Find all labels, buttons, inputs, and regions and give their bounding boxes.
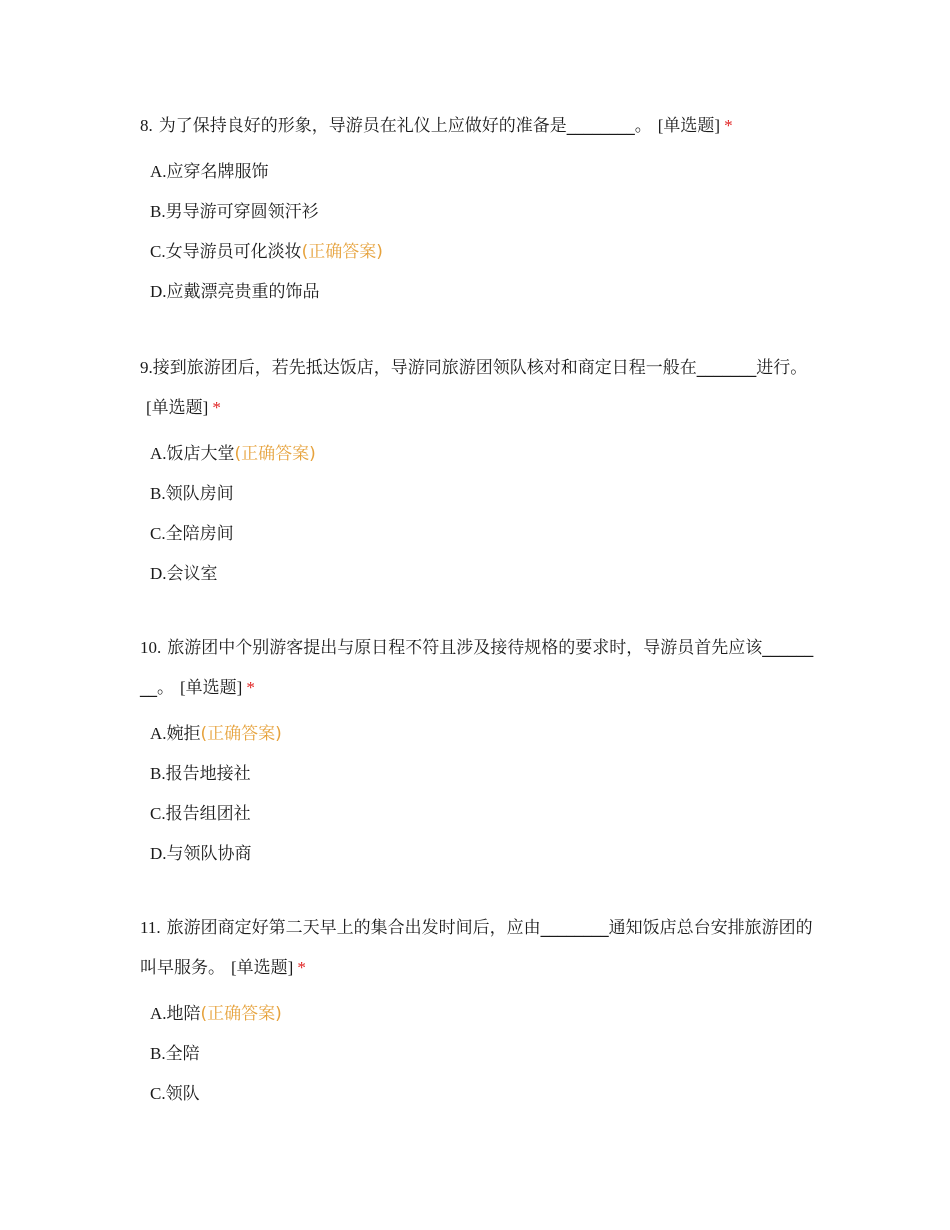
option-text: 与领队协商 — [166, 844, 252, 864]
option-b[interactable] — [150, 474, 820, 514]
option-text: 全陪房间 — [165, 524, 234, 544]
question-number-separator: . — [148, 116, 153, 135]
question-title — [140, 348, 820, 428]
question-type-label: [单选题] — [146, 398, 209, 417]
option-text: 全陪 — [165, 1044, 200, 1064]
question-11 — [140, 908, 820, 1114]
option-letter: A. — [150, 724, 167, 743]
option-letter: C. — [150, 804, 166, 823]
option-list — [150, 152, 820, 312]
option-b[interactable] — [150, 1034, 820, 1074]
option-letter: A. — [150, 162, 167, 181]
question-9 — [140, 348, 820, 594]
question-title — [140, 908, 820, 988]
option-text: 应戴漂亮贵重的饰品 — [166, 282, 320, 302]
option-a[interactable] — [150, 714, 820, 754]
question-title — [140, 628, 820, 708]
question-8 — [140, 106, 820, 312]
option-text: 报告地接社 — [165, 764, 251, 784]
option-list — [150, 994, 820, 1114]
option-a[interactable] — [150, 434, 820, 474]
option-letter: D. — [150, 282, 167, 301]
option-text: 应穿名牌服饰 — [166, 162, 269, 182]
correct-answer-mark: (正确答案) — [301, 242, 383, 262]
option-text: 地陪 — [166, 1004, 201, 1024]
option-text: 婉拒 — [166, 724, 201, 744]
question-type-label: [单选题] — [231, 958, 294, 977]
option-text: 男导游可穿圆领汗衫 — [165, 202, 319, 222]
question-number-separator: . — [148, 358, 153, 377]
question-text: 接到旅游团后，若先抵达饭店，导游同旅游团领队核对和商定日程一般在_______进行。 — [152, 358, 808, 378]
question-type-label: [单选题] — [180, 678, 243, 697]
option-d[interactable] — [150, 554, 820, 594]
question-number-separator: . — [156, 918, 161, 937]
option-letter: C. — [150, 242, 166, 261]
option-a[interactable] — [150, 152, 820, 192]
option-letter: C. — [150, 524, 166, 543]
question-number: 11 — [140, 918, 157, 937]
option-c[interactable] — [150, 1074, 820, 1114]
option-letter: B. — [150, 484, 166, 503]
option-letter: A. — [150, 1004, 167, 1023]
question-10 — [140, 628, 820, 874]
correct-answer-mark: (正确答案) — [200, 1004, 282, 1024]
question-number: 9 — [140, 358, 149, 377]
option-text: 报告组团社 — [165, 804, 251, 824]
required-asterisk: * — [212, 398, 221, 417]
option-text: 女导游员可化淡妆 — [165, 242, 302, 262]
option-letter: B. — [150, 202, 166, 221]
option-text: 饭店大堂 — [166, 444, 235, 464]
option-d[interactable] — [150, 272, 820, 312]
option-text: 领队房间 — [165, 484, 234, 504]
question-text: 为了保持良好的形象，导游员在礼仪上应做好的准备是________。 — [158, 116, 652, 136]
option-c[interactable] — [150, 514, 820, 554]
question-number-separator: . — [157, 638, 162, 657]
option-text: 领队 — [165, 1084, 200, 1104]
option-d[interactable] — [150, 834, 820, 874]
question-type-label: [单选题] — [657, 116, 721, 135]
option-letter: D. — [150, 564, 167, 583]
option-letter: D. — [150, 844, 167, 863]
required-asterisk: * — [724, 116, 733, 135]
correct-answer-mark: (正确答案) — [200, 724, 282, 744]
option-list — [150, 434, 820, 594]
correct-answer-mark: (正确答案) — [234, 444, 316, 464]
option-c[interactable] — [150, 794, 820, 834]
option-a[interactable] — [150, 994, 820, 1034]
required-asterisk: * — [297, 958, 306, 977]
question-text: 旅游团中个别游客提出与原日程不符且涉及接待规格的要求时，导游员首先应该________。 — [140, 638, 814, 698]
option-letter: C. — [150, 1084, 166, 1103]
question-text: 旅游团商定好第二天早上的集合出发时间后，应由________通知饭店总台安排旅游团的叫早服务。 — [140, 918, 813, 978]
option-c[interactable] — [150, 232, 820, 272]
question-number: 8 — [140, 116, 149, 135]
option-text: 会议室 — [166, 564, 218, 584]
option-b[interactable] — [150, 192, 820, 232]
option-letter: B. — [150, 764, 166, 783]
option-b[interactable] — [150, 754, 820, 794]
option-letter: B. — [150, 1044, 166, 1063]
option-letter: A. — [150, 444, 167, 463]
required-asterisk: * — [246, 678, 255, 697]
question-number: 10 — [140, 638, 157, 657]
option-list — [150, 714, 820, 874]
question-title — [140, 106, 820, 146]
